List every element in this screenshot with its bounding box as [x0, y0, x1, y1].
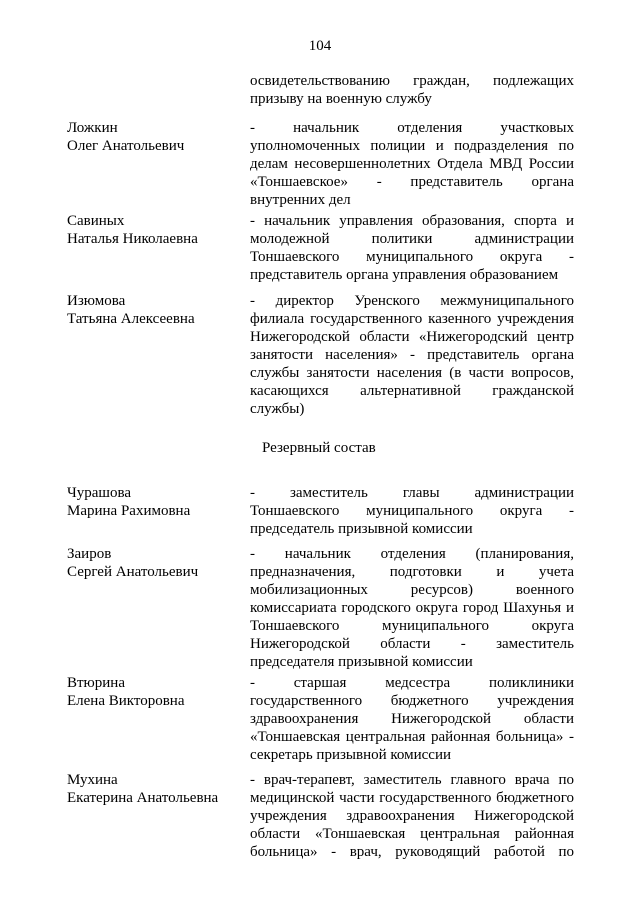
member-role-line: службы) — [250, 401, 305, 417]
member-role-line: мобилизационных ресурсов) военного — [250, 582, 574, 598]
page-number: 104 — [308, 38, 332, 54]
member-role-line: председателя призывной комиссии — [250, 654, 473, 670]
member-role-line: - начальник отделения (планирования, — [250, 546, 574, 562]
intro-line: призыву на военную службу — [250, 91, 432, 107]
member-role-line: медицинской части государственного бюджетного — [250, 790, 574, 806]
section-heading: Резервный состав — [262, 440, 376, 456]
member-role-line: Тоншаевского муниципального округа - — [250, 249, 574, 265]
member-surname: Втюрина — [67, 675, 125, 691]
member-role-line: касающихся альтернативной гражданской — [250, 383, 574, 399]
member-role-line: предназначения, подготовки и учета — [250, 564, 574, 580]
member-role-line: государственного бюджетного учреждения — [250, 693, 574, 709]
member-role-line: уполномоченных полиции и подразделения по — [250, 138, 574, 154]
member-role-line: службы занятости населения (в части вопросов, — [250, 365, 574, 381]
intro-line: освидетельствованию граждан, подлежащих — [250, 73, 574, 89]
member-role-line: - заместитель главы администрации — [250, 485, 574, 501]
member-role-line: учреждения здравоохранения Нижегородской — [250, 808, 574, 824]
member-role-line: области «Тоншаевская центральная районная — [250, 826, 574, 842]
member-surname: Ложкин — [67, 120, 118, 136]
member-role-line: внутренних дел — [250, 192, 351, 208]
member-surname: Савиных — [67, 213, 125, 229]
member-role-line: Нижегородской области «Нижегородский центр — [250, 329, 574, 345]
member-role-line: Нижегородской области - заместитель — [250, 636, 574, 652]
member-given-name: Наталья Николаевна — [67, 231, 198, 247]
member-role-line: - начальник управления образования, спорта и — [250, 213, 574, 229]
member-role-line: секретарь призывной комиссии — [250, 747, 452, 763]
member-role-line: - директор Уренского межмуниципального — [250, 293, 574, 309]
member-role-line: молодежной политики администрации — [250, 231, 574, 247]
member-given-name: Олег Анатольевич — [67, 138, 185, 154]
member-surname: Заиров — [67, 546, 112, 562]
member-given-name: Марина Рахимовна — [67, 503, 191, 519]
member-role-line: председатель призывной комиссии — [250, 521, 473, 537]
member-surname: Чурашова — [67, 485, 131, 501]
member-role-line: «Тоншаевское» - представитель органа — [250, 174, 574, 190]
member-role-line: больница» - врач, руководящий работой по — [250, 844, 574, 860]
member-role-line: Тоншаевского муниципального округа - — [250, 503, 574, 519]
member-role-line: занятости населения» - представитель органа — [250, 347, 574, 363]
member-role-line: «Тоншаевская центральная районная больница» - — [250, 729, 574, 745]
member-role-line: - начальник отделения участковых — [250, 120, 574, 136]
member-role-line: представитель органа управления образованием — [250, 267, 559, 283]
member-role-line: - врач-терапевт, заместитель главного врача по — [250, 772, 574, 788]
member-surname: Изюмова — [67, 293, 126, 309]
member-given-name: Сергей Анатольевич — [67, 564, 199, 580]
member-role-line: - старшая медсестра поликлиники — [250, 675, 574, 691]
member-given-name: Татьяна Алексеевна — [67, 311, 195, 327]
member-surname: Мухина — [67, 772, 118, 788]
member-role-line: делам несовершеннолетних Отдела МВД России — [250, 156, 574, 172]
member-role-line: здравоохранения Нижегородской области — [250, 711, 574, 727]
member-role-line: комиссариата городского округа город Шахунья и — [250, 600, 574, 616]
member-role-line: филиала государственного казенного учреждения — [250, 311, 574, 327]
member-given-name: Екатерина Анатольевна — [67, 790, 219, 806]
member-role-line: Тоншаевского муниципального округа — [250, 618, 574, 634]
member-given-name: Елена Викторовна — [67, 693, 185, 709]
